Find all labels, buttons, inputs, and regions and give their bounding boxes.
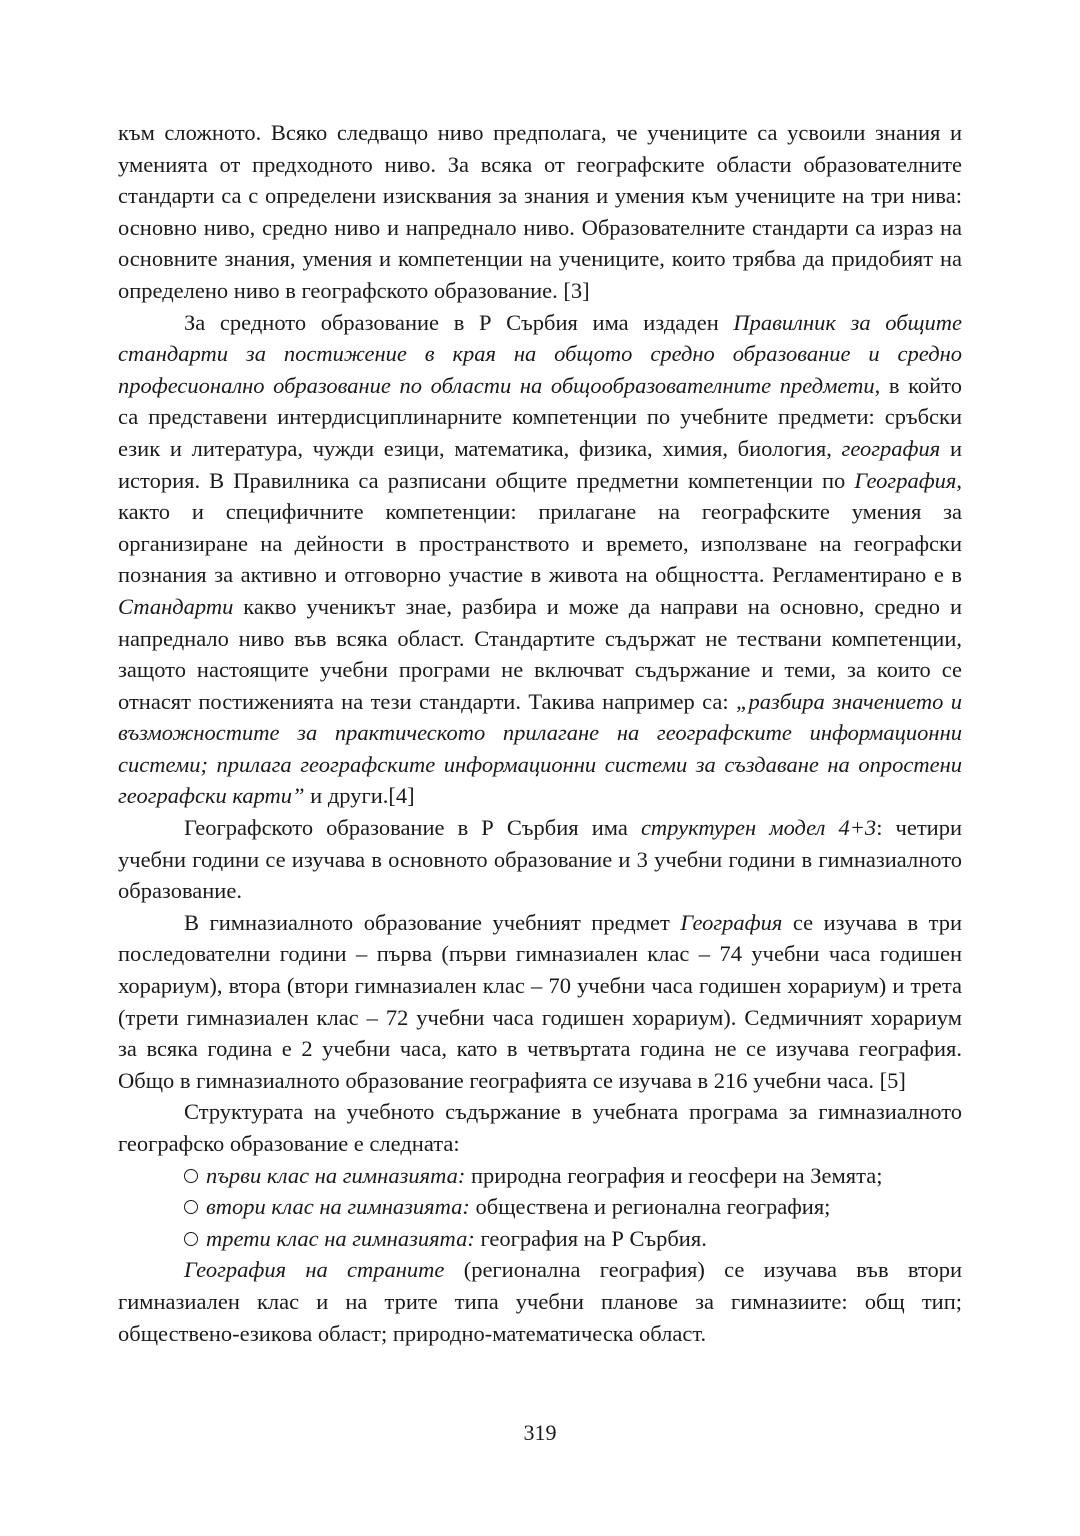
page-body <box>118 117 962 1349</box>
circle-bullet-icon <box>184 1232 198 1246</box>
paragraph-2-italic-h: Стандарти <box>118 593 234 619</box>
paragraph-2-text-c: , в който са представени интердисциплинарните компетенции по учебните предмети: сръбски език и литература, чужди езици, математика, физика, химия, биология, <box>118 372 962 461</box>
bullet-term: трети клас на гимназията: <box>206 1225 475 1251</box>
paragraph-1: към сложното. Всяко следващо ниво предполага, че учениците са усвоили знания и уменията от предходното ниво. За всяка от географските области образователните стандарти са с определени изисквания за знания и умения към учениците на три нива: основно ниво, средно ниво и напреднало ниво. Образователните стандарти са израз на основните знания, умения и компетенции на учениците, които трябва да придобият на определено ниво в географското образование. [3] <box>118 120 962 303</box>
paragraph-2-text-i: какво ученикът знае, разбира и може да направи на основно, средно и напреднало ниво във всяка област. Стандартите съдържат не тествани компетенции, защото настоящите учебни програми не включват съдържание и теми, за които се отнасят постиженията на тези стандарти. Такива например са: <box>118 593 962 714</box>
bullet-text: география на Р Сърбия. <box>474 1225 707 1251</box>
paragraph-2 <box>118 307 962 813</box>
paragraph-2-italic-b: Правилник за общите стандарти за постижение в края на общото средно образование и средно професионално образование по области на общообразователните предмети <box>118 309 962 398</box>
bullet-item-1 <box>118 1160 962 1192</box>
paragraph-3 <box>118 812 962 907</box>
paragraph-2-text-e: и история. В Правилника са разписани общите предметни компетенции по <box>118 435 962 493</box>
paragraph-4 <box>118 907 962 1097</box>
paragraph-4-text-a: В гимназиалното образование учебният предмет <box>184 909 681 935</box>
paragraph-2-text-a: За средното образование в Р Сърбия има издаден <box>184 309 734 335</box>
page-number: 319 <box>523 1420 557 1445</box>
bullet-item-3 <box>118 1223 962 1255</box>
circle-bullet-icon <box>184 1200 198 1214</box>
paragraph-6-text-b: (регионална география) се изучава във втори гимназиален клас и на трите типа учебни планове за гимназиите: общ тип; обществено-езикова област; природно-математическа област. <box>118 1257 962 1346</box>
paragraph-2-text-g: , както и специфичните компетенции: прилагане на географските умения за организиране на дейности в пространството и времето, използване на географски познания за активно и отговорно участие в живота на общността. Регламентирано е в <box>118 467 962 588</box>
paragraph-2-text-k: и други.[4] <box>304 783 415 809</box>
paragraph-4-text-c: се изучава в три последователни години – първа (първи гимназиален клас – 74 учебни часа годишен хорариум), втора (втори гимназиален клас – 70 учебни часа годишен хорариум) и трета (трети гимназиален клас – 72 учебни часа годишен хорариум). Седмичният хорариум за всяка година е 2 учебни часа, като в четвъртата година не се изучава география. Общо в гимназиалното образование географията се изучава в 216 учебни часа. [5] <box>118 909 962 1093</box>
paragraph-2-italic-d: география <box>841 435 941 461</box>
circle-bullet-icon <box>184 1169 198 1183</box>
paragraph-2-italic-f: География <box>854 467 957 493</box>
bullet-text: природна география и геосфери на Земята; <box>465 1162 883 1188</box>
paragraph-3-text-a: Географското образование в Р Сърбия има <box>184 815 641 841</box>
paragraph-4-italic-b: География <box>680 909 783 935</box>
paragraph-2-quote: „разбира значението и възможностите за практическото прилагане на географските информационни системи; прилага географските информационни системи за създаване на опростени географски карти” <box>118 688 962 809</box>
paragraph-3-italic-b: структурен модел 4+3 <box>640 815 877 841</box>
bullet-term: първи клас на гимназията: <box>206 1162 466 1188</box>
bullet-term: втори клас на гимназията: <box>206 1194 470 1220</box>
bullet-item-2 <box>118 1191 962 1223</box>
paragraph-3-text-c: : четири учебни години се изучава в основното образование и 3 учебни години в гимназиалното образование. <box>118 815 962 904</box>
paragraph-6-italic-a: География на страните <box>184 1257 445 1283</box>
bullet-text: обществена и регионална география; <box>469 1194 831 1220</box>
paragraph-6 <box>118 1254 962 1349</box>
paragraph-5: Структурата на учебното съдържание в учебната програма за гимназиалното географско образование е следната: <box>118 1099 962 1156</box>
